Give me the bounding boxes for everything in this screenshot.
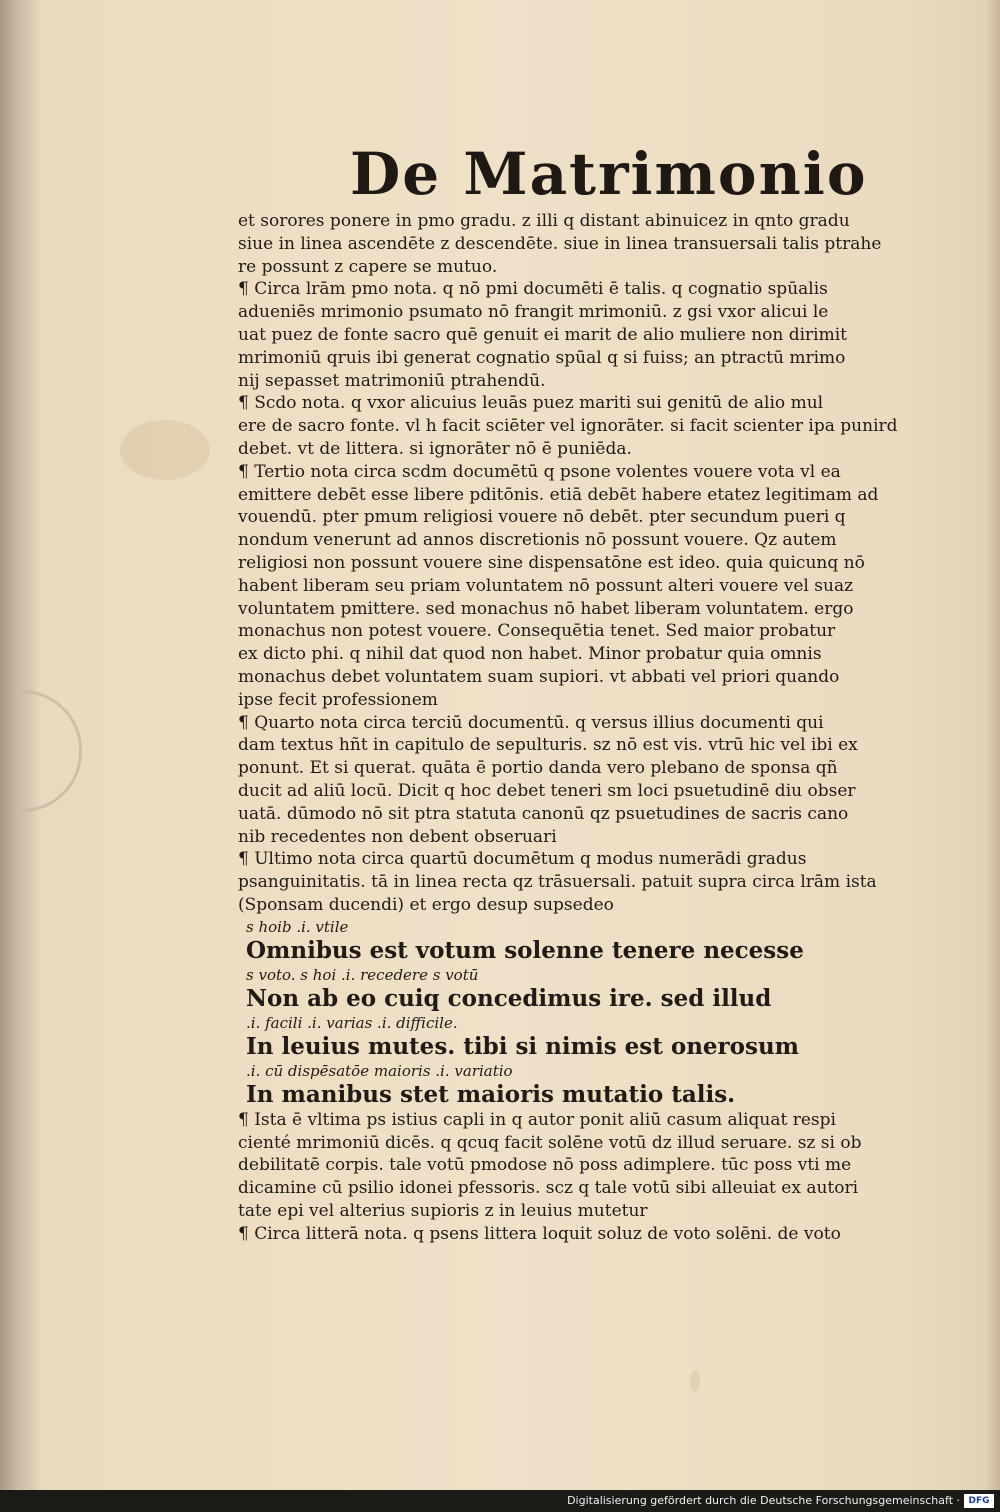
text-line: uat puez de fonte sacro quē genuit ei marit de alio muliere non dirimit	[238, 324, 847, 345]
digitization-footer	[0, 1490, 1000, 1512]
text-line: et sorores ponere in pmo gradu. z illi q distant abinuicez in qnto gradu	[238, 211, 850, 231]
text-line: mrimoniū qruis ibi generat cognatio spūal q si fuiss; an ptractū mrimo	[238, 347, 846, 368]
text-line: nij sepasset matrimoniū ptrahendū.	[238, 370, 546, 391]
text-line: ¶ Tertio nota circa scdm documētū q psone volentes vouere vota vl ea	[238, 461, 841, 482]
text-line: ducit ad aliū locū. Dicit q hoc debet teneri sm loci psuetudinē diu obser	[238, 780, 856, 801]
text-line: nondum venerunt ad annos discretionis nō possunt vouere. Qz autem	[238, 530, 837, 551]
text-line: adueniēs mrimonio psumato nō frangit mrimoniū. z gsi vxor alicui le	[238, 302, 829, 323]
text-line: ¶ Scdo nota. q vxor alicuius leuās puez mariti sui genitū de alio mul	[238, 393, 824, 414]
text-line: ¶ Circa lrām pmo nota. q nō pmi documēti ē talis. q cognatio spūalis	[238, 279, 828, 300]
text-line: cienté mrimoniū dicēs. q qcuq facit solēne votū dz illud seruare. sz si ob	[238, 1132, 862, 1153]
interlinear-gloss: s hoib .i. vtile	[246, 917, 349, 936]
dfg-logo: DFG	[964, 1494, 994, 1508]
interlinear-gloss: .i. cū dispēsatōe maioris .i. variatio	[246, 1061, 513, 1080]
verse-line: In leuius mutes. tibi si nimis est onerosum	[246, 1032, 800, 1060]
text-line: emittere debēt esse libere pditōnis. etiā debēt habere etatez legitimam ad	[238, 484, 879, 505]
paper-stain	[120, 420, 210, 480]
text-line: vouendū. pter pmum religiosi vouere nō debēt. pter secundum pueri q	[238, 507, 846, 528]
text-line: ere de sacro fonte. vl h facit sciēter vel ignorāter. si facit scienter ipa punird	[238, 416, 898, 437]
text-line: monachus non potest vouere. Consequētia tenet. Sed maior probatur	[238, 621, 836, 642]
text-line: dam textus hñt in capitulo de sepulturis. sz nō est vis. vtrū hic vel ibi ex	[238, 735, 858, 756]
main-text	[238, 210, 928, 1245]
text-line: dicamine cū psilio idonei pfessoris. scz q tale votū sibi alleuiat ex autori	[238, 1178, 859, 1199]
text-line: ¶ Quarto nota circa terciū documentū. q versus illius documenti qui	[238, 712, 824, 733]
paper-clip-mark	[18, 690, 82, 812]
text-line: ¶ Ista ē vltima ps istius capli in q autor ponit aliū casum aliquat respi	[238, 1109, 836, 1130]
body-text	[238, 210, 928, 917]
text-line: ¶ Circa litterā nota. q psens littera loquit soluz de voto solēni. de voto	[238, 1223, 841, 1244]
text-line: psanguinitatis. tā in linea recta qz trāsuersali. patuit supra circa lrām ista	[238, 872, 877, 893]
text-line: tate epi vel alterius supioris z in leuius mutetur	[238, 1200, 648, 1221]
interlinear-gloss: s voto. s hoi .i. recedere s votū	[246, 965, 479, 984]
verse-line: Non ab eo cuiq concedimus ire. sed illud	[246, 984, 772, 1012]
footer-credit: Digitalisierung gefördert durch die Deutsche Forschungsgemeinschaft ·	[567, 1494, 960, 1507]
text-line: habent liberam seu priam voluntatem nō possunt alteri vouere vel suaz	[238, 575, 854, 596]
text-line: voluntatem pmittere. sed monachus nō habet liberam voluntatem. ergo	[238, 598, 854, 619]
page-title: De Matrimonio	[350, 140, 868, 208]
text-line: religiosi non possunt vouere sine dispensatōne est ideo. quia quicunq nō	[238, 552, 865, 573]
text-line: uatā. dūmodo nō sit ptra statuta canonū qz psuetudines de sacris cano	[238, 803, 849, 824]
text-line: (Sponsam ducendi) et ergo desup supsedeo	[238, 894, 614, 915]
text-line: ¶ Ultimo nota circa quartū documētum q modus numerādi gradus	[238, 849, 807, 870]
interlinear-gloss: .i. facili .i. varias .i. difficile.	[246, 1013, 458, 1032]
text-line: ponunt. Et si querat. quāta ē portio danda vero plebano de sponsa qñ	[238, 758, 838, 779]
verse-block	[246, 917, 928, 1109]
closing-text	[238, 1109, 928, 1246]
text-line: debilitatē corpis. tale votū pmodose nō poss adimplere. tūc poss vti me	[238, 1155, 852, 1176]
text-line: re possunt z capere se mutuo.	[238, 256, 498, 277]
text-line: ex dicto phi. q nihil dat quod non habet. Minor probatur quia omnis	[238, 644, 822, 665]
verse-line: In manibus stet maioris mutatio talis.	[246, 1080, 736, 1108]
text-line: nib recedentes non debent obseruari	[238, 826, 557, 847]
text-line: debet. vt de littera. si ignorāter nō ē puniēda.	[238, 438, 632, 459]
text-line: monachus debet voluntatem suam supiori. vt abbati vel priori quando	[238, 666, 840, 687]
ink-spot	[690, 1370, 700, 1392]
text-line: siue in linea ascendēte z descendēte. siue in linea transuersali talis ptrahe	[238, 233, 882, 254]
verse-line: Omnibus est votum solenne tenere necesse	[246, 936, 804, 964]
text-line: ipse fecit professionem	[238, 689, 438, 710]
